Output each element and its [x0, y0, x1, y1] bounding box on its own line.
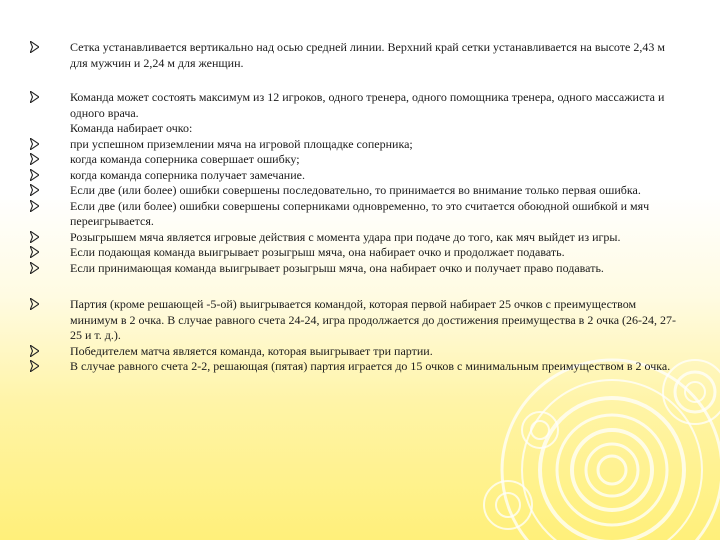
arrowhead-bullet-icon [30, 184, 39, 196]
arrowhead-bullet-icon [30, 153, 39, 165]
arrowhead-bullet-icon [30, 41, 39, 53]
list-item [30, 199, 680, 230]
list-item [30, 183, 680, 199]
arrowhead-bullet-icon [30, 231, 39, 243]
list-item [30, 297, 680, 344]
bullet-group-3 [30, 297, 680, 375]
list-item-text: Розыгрышем мяча является игровые действия с момента удара при подаче до того, как мяч выйдет из игры. [70, 229, 621, 244]
list-item-text: Если две (или более) ошибки совершены соперниками одновременно, то это считается обоюдной ошибкой и мяч переигрывается. [70, 198, 650, 228]
list-item-text: В случае равного счета 2-2, решающая (пятая) партия играется до 15 очков с минимальным преимуществом в 2 очка. [70, 359, 671, 373]
list-item-text: Если подающая команда выигрывает розыгрыш мяча, она набирает очко и продолжает подавать. [70, 245, 565, 259]
arrowhead-bullet-icon [30, 169, 39, 181]
list-item [30, 40, 680, 71]
list-item-text: Сетка устанавливается вертикально над осью средней линии. Верхний край сетки устанавливается на высоте 2,43 м для мужчин и 2,24 м для женщин. [70, 40, 665, 70]
list-item [30, 230, 680, 246]
arrowhead-bullet-icon [30, 246, 39, 258]
list-item-text: когда команда соперника получает замечание. [70, 167, 305, 182]
list-item-text: когда команда соперника совершает ошибку; [70, 152, 300, 166]
arrowhead-bullet-icon [30, 360, 39, 372]
arrowhead-bullet-icon [30, 91, 39, 103]
list-item [30, 245, 680, 261]
list-item [30, 261, 680, 277]
list-item-text: при успешном приземлении мяча на игровой площадке соперника; [70, 136, 413, 151]
slide-content [30, 40, 680, 375]
list-subheading [30, 121, 680, 137]
list-item [30, 359, 680, 375]
bullet-group-1 [30, 40, 680, 71]
list-item [30, 168, 680, 184]
arrowhead-bullet-icon [30, 262, 39, 274]
list-item [30, 344, 680, 360]
arrowhead-bullet-icon [30, 138, 39, 150]
list-item-text: Команда может состоять максимум из 12 игроков, одного тренера, одного помощника тренера, одного массажиста и одного врача. [70, 90, 665, 120]
list-item [30, 137, 680, 153]
list-item [30, 152, 680, 168]
list-item [30, 90, 680, 121]
arrowhead-bullet-icon [30, 298, 39, 310]
arrowhead-bullet-icon [30, 345, 39, 357]
list-item-text: Партия (кроме решающей -5-ой) выигрывается командой, которая первой набирает 25 очков с преимуществом минимум в 2 очка. В случае равного счета 24-24, игра продолжается до достижения преимущества в 2 очка (26-24, 27-25 и т. д.). [70, 297, 677, 342]
bullet-group-2 [30, 90, 680, 276]
list-item-text: Если две (или более) ошибки совершены последовательно, то принимается во внимание только первая ошибка. [70, 183, 641, 197]
list-item-text: Если принимающая команда выигрывает розыгрыш мяча, она набирает очко и получает право подавать. [70, 260, 604, 275]
arrowhead-bullet-icon [30, 200, 39, 212]
list-subheading-text: Команда набирает очко: [70, 121, 193, 135]
list-item-text: Победителем матча является команда, которая выигрывает три партии. [70, 343, 433, 358]
